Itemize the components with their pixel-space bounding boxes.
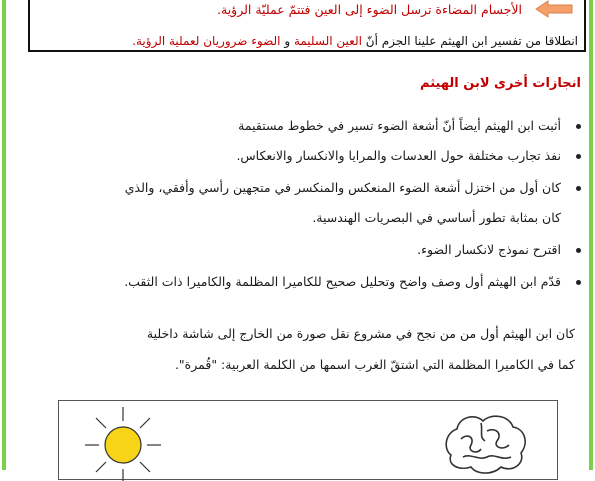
right-border-line bbox=[589, 0, 593, 470]
conclusion-text-2: و bbox=[284, 34, 291, 48]
illustration-box bbox=[58, 400, 558, 480]
list-item-text: نفذ تجارب مختلفة حول العدسات والمرايا والانكسار والانعكاس. bbox=[236, 148, 561, 163]
bullet-dot bbox=[576, 124, 581, 129]
summary-box bbox=[28, 0, 586, 52]
list-item-text: كان بمثابة تطور أساسي في البصريات الهندسية. bbox=[312, 210, 561, 225]
brain-icon bbox=[441, 409, 531, 477]
paragraph-line: كان ابن الهيثم أول من من نجح في مشروع نقل صورة من الخارج إلى شاشة داخلية bbox=[146, 326, 575, 341]
list-item-text: قدّم ابن الهيثم أول وصف واضح وتحليل صحيح للكاميرا المظلمة والكاميرا ذات الثقب. bbox=[124, 274, 561, 289]
list-item-text: كان أول من اختزل أشعة الضوء المنعكس والمنكسر في متجهين رأسي وأفقي، والذي bbox=[124, 180, 561, 195]
bullet-dot bbox=[576, 280, 581, 285]
list-item-text: أثبت ابن الهيثم أيضاً أنّ أشعة الضوء تسير في خطوط مستقيمة bbox=[238, 118, 561, 133]
arrow-left-icon bbox=[534, 0, 574, 18]
conclusion-red-1: العين السليمة bbox=[293, 34, 362, 48]
conclusion-text-1: انطلاقا من تفسير ابن الهيثم علينا الجزم أنّ bbox=[365, 34, 578, 48]
list-item-text: اقترح نموذج لانكسار الضوء. bbox=[417, 242, 561, 257]
conclusion-red-2: الضوء ضروريان لعملية الرؤية. bbox=[132, 34, 281, 48]
section-heading: انجازات أخرى لابن الهيثم bbox=[420, 76, 581, 91]
bullet-dot bbox=[576, 248, 581, 253]
summary-red-line: الأجسام المضاءة ترسل الضوء إلى العين فتتمّ عمليّة الرؤية. bbox=[217, 2, 522, 17]
summary-conclusion bbox=[132, 34, 578, 48]
bullet-dot bbox=[576, 186, 581, 191]
paragraph-line: كما في الكاميرا المظلمة التي اشتقّ الغرب اسمها من الكلمة العربية: "قُمرة". bbox=[174, 357, 575, 372]
bullet-dot bbox=[576, 154, 581, 159]
left-border-line bbox=[2, 0, 6, 470]
